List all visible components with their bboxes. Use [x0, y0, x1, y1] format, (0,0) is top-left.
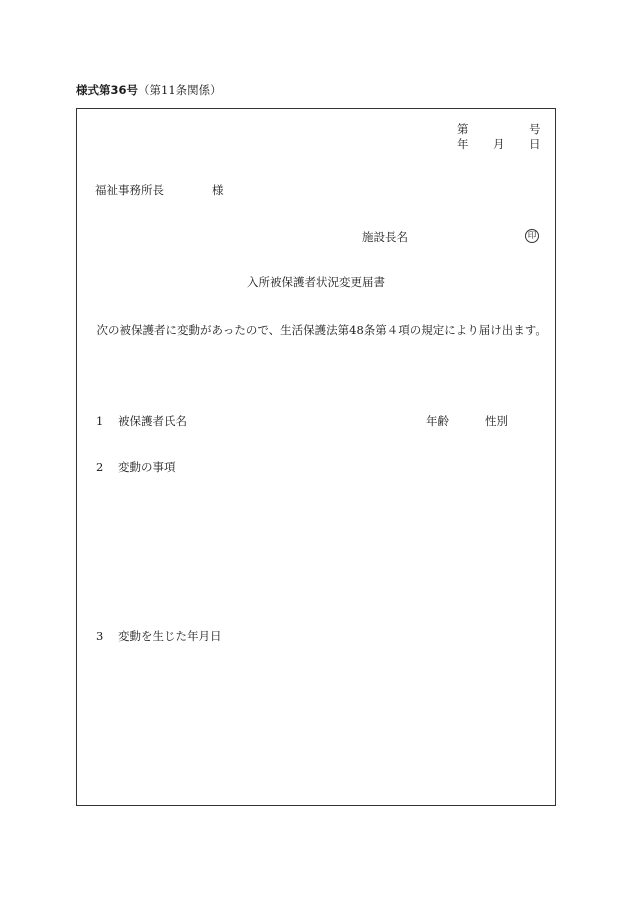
addressee-honorific: 様: [212, 183, 224, 197]
date-day: 日: [529, 137, 541, 151]
form-number: [76, 85, 222, 97]
item1-age-label: 年齢: [426, 414, 449, 428]
item1-label: 被保護者氏名: [118, 414, 187, 428]
addressee-name: 福祉事務所長: [95, 183, 164, 197]
document-title: 入所被保護者状況変更届書: [247, 275, 385, 289]
body-statement: 次の被保護者に変動があったので、生活保護法第48条第４項の規定により届け出ます。: [96, 323, 547, 337]
item2-number: 2: [96, 460, 104, 474]
date-year: 年: [457, 137, 469, 151]
form-number-label: 様式第36号: [76, 83, 139, 97]
item2-label: 変動の事項: [118, 460, 176, 474]
item3-number: 3: [96, 629, 104, 643]
doc-number-dai: 第: [457, 122, 469, 136]
item1-number: 1: [96, 414, 104, 428]
item1-sex-label: 性別: [485, 414, 508, 428]
form-relation: （第11条関係）: [138, 83, 222, 97]
form-frame: [76, 108, 556, 806]
sender-label: 施設長名: [362, 230, 408, 244]
item3-label: 変動を生じた年月日: [118, 629, 222, 643]
date-month: 月: [493, 137, 505, 151]
seal-mark: 印: [525, 229, 539, 243]
doc-number-go: 号: [529, 122, 541, 136]
